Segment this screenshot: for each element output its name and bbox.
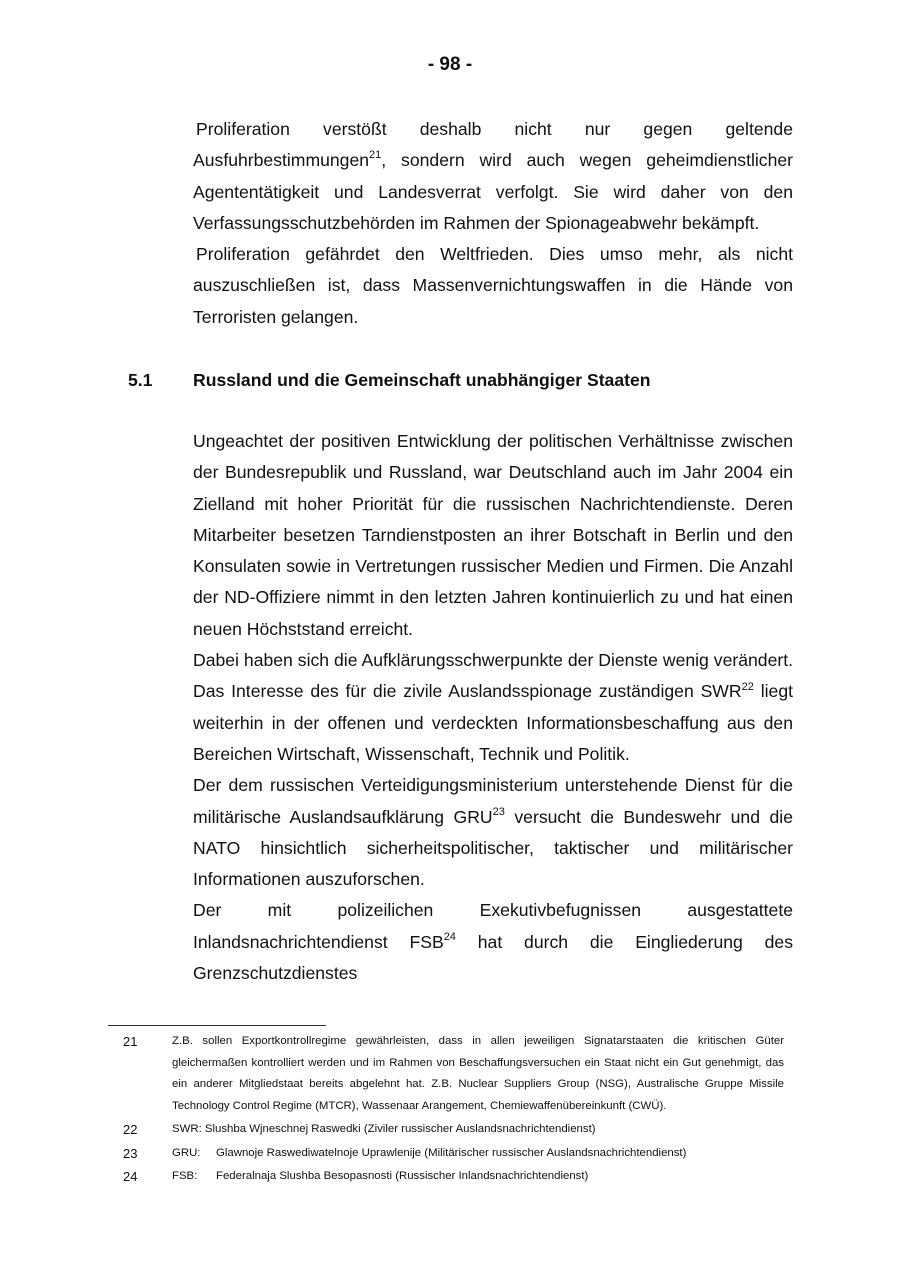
section-title: Russland und die Gemeinschaft unabhängiger Staaten	[193, 370, 651, 390]
footnote-number: 24	[123, 1169, 138, 1184]
footnote-ref-24[interactable]: 24	[443, 930, 456, 943]
footnote-22	[123, 1119, 803, 1141]
footnotes	[123, 1031, 803, 1190]
section-heading	[128, 367, 828, 393]
intro-text	[193, 114, 793, 333]
section-paragraph-1: Ungeachtet der positiven Entwicklung der politischen Verhältnisse zwischen der Bundesrepublik und Russland, war Deutschland auch im Jahr 2004 ein Zielland mit hoher Priorität für die russischen Nachrichtendienste. Deren Mitarbeiter besetzen Tarndienstposten an ihrer Botschaft in Berlin und den Konsulaten sowie in Vertretungen russischer Medien und Firmen. Die Anzahl der ND-Offiziere nimmt in den letzten Jahren kontinuierlich zu und hat einen neuen Höchststand erreicht.	[193, 431, 793, 639]
footnote-24	[123, 1166, 803, 1188]
footnote-text: SWR: Slushba Wjneschnej Raswedki (Ziviler russischer Auslandsnachrichtendienst)	[172, 1123, 596, 1135]
footnote-ref-21[interactable]: 21	[369, 149, 382, 162]
page-number: - 98 -	[427, 54, 473, 75]
intro-paragraph-2: Proliferation gefährdet den Weltfrieden. Dies umso mehr, als nicht auszuschließen ist, dass Massenvernichtungswaffen in die Hände von Terroristen gelangen.	[193, 244, 793, 327]
footnote-text: Glawnoje Raswediwatelnoje Uprawlenije (Militärischer russischer Auslandsnachrichtendienst)	[216, 1146, 687, 1159]
footnote-separator	[108, 1025, 326, 1026]
section-paragraph-2: Dabei haben sich die Aufklärungsschwerpunkte der Dienste wenig verändert. Das Interesse des für die zivile Auslandsspionage zuständigen SWR$^{22}$ liegt weiterhin in der offenen und verdeckten Informationsbeschaffung aus den Bereichen Wirtschaft, Wissenschaft, Technik und Politik.	[193, 650, 793, 764]
footnote-text: Z.B. sollen Exportkontrollregime gewährleisten, dass in allen jeweiligen Signatarstaaten die kritischen Güter gleichermaßen kontrolliert werden und im Rahmen von Beschaffungsversuchen ein Staat nicht ein Gut genehmigt, das ein anderer Mitgliedstaat bereits abgelehnt hat. Z.B. Nuclear Suppliers Group (NSG), Australische Gruppe Missile Technology Control Regime (MTCR), Wassenaar Arangement, Chemiewaffenübereinkunft (CWÜ).	[172, 1035, 784, 1112]
footnote-21	[123, 1031, 803, 1117]
section-paragraph-3: Der dem russischen Verteidigungsministerium unterstehende Dienst für die militärische Auslandsaufklärung GRU$^{23}$ versucht die Bundeswehr und die NATO hinsichtlich sicherheitspolitischer, taktischer und militärischer Informationen auszuforschen.	[193, 775, 793, 890]
footnote-ref-22[interactable]: 22	[741, 680, 754, 693]
section-body	[193, 426, 793, 989]
footnote-number: 22	[123, 1122, 138, 1137]
section-number: 5.1	[128, 370, 153, 390]
section-paragraph-4: Der mit polizeilichen Exekutivbefugnissen ausgestattete Inlandsnachrichtendienst FSB$^{24}$ hat durch die Eingliederung des Grenzschutzdienstes	[193, 900, 793, 984]
footnote-ref-23[interactable]: 23	[492, 805, 505, 818]
footnote-text: Federalnaja Slushba Besopasnosti (Russischer Inlandsnachrichtendienst)	[216, 1170, 589, 1182]
footnote-number: 23	[123, 1145, 138, 1161]
footnote-abbreviation: FSB:	[172, 1170, 198, 1182]
footnote-number: 21	[123, 1034, 138, 1049]
intro-paragraph-1: Proliferation verstößt deshalb nicht nur gegen geltende Ausfuhrbestimmungen$^{21}$, sondern wird auch wegen geheimdienstlicher Agententätigkeit und Landesverrat verfolgt. Sie wird daher von den Verfassungsschutzbehörden im Rahmen der Spionageabwehr bekämpft.	[193, 119, 793, 233]
footnote-23	[123, 1143, 803, 1165]
footnote-abbreviation: GRU:	[172, 1146, 201, 1159]
